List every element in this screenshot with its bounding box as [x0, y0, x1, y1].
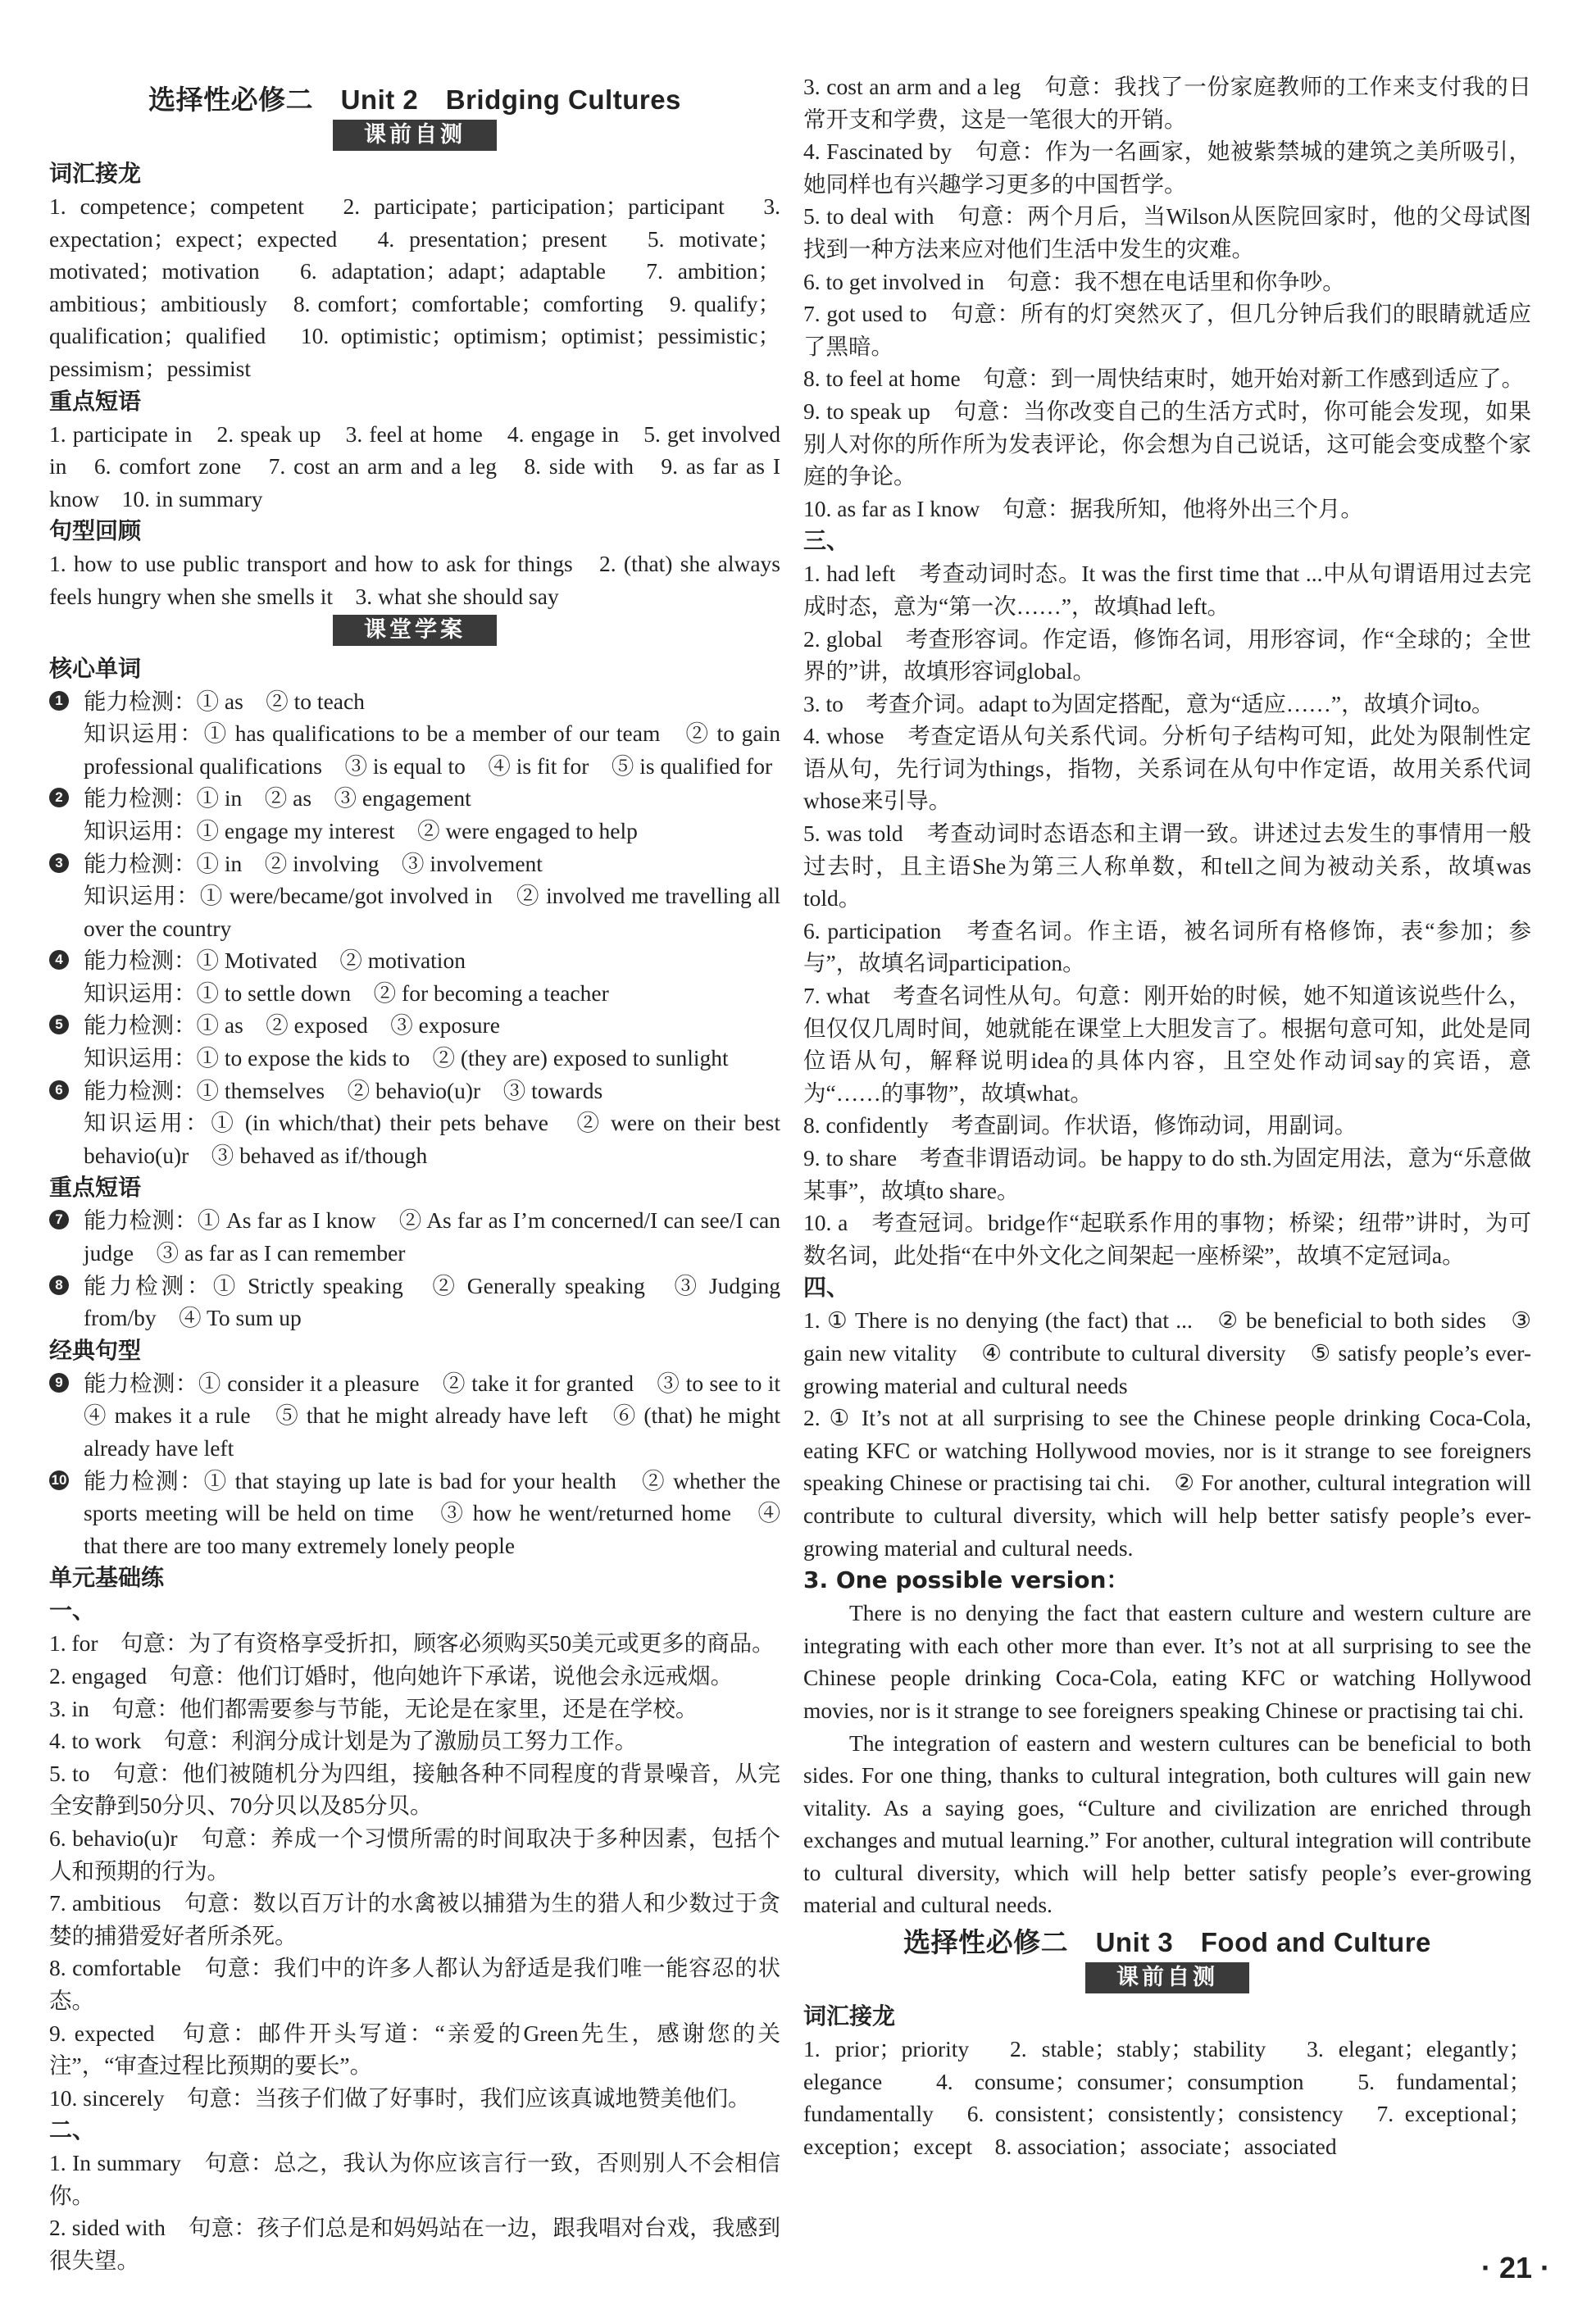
item-number-badge: 6 — [49, 1080, 69, 1100]
answer-paragraph: 1. prior；priority 2. stable；stably；stability 3. elegant；elegantly；elegance 4. consume；consumer；consumption 5. fundamental；fundamentally 6. consistent；consistently；consistency 7. exceptional；exception；except 8. association；associate；associated — [803, 2036, 1531, 2159]
item-line: 能力检测：① themselves ② behavio(u)r ③ towards — [84, 1077, 603, 1103]
section-heading: 重点短语 — [49, 387, 142, 415]
answer-paragraph: 2. ① It’s not at all surprising to see the Chinese people drinking Coca-Cola, eating KFC or watching Hollywood movies, nor is it strange to see foreigners speaking Chinese or practising tai chi. ② For another, cultural integration will contribute to cultural diversity, which will help better satisfy people’s ever-growing material and cultural needs. — [803, 1405, 1531, 1561]
section-heading: 核心单词 — [49, 654, 142, 682]
section-heading: 词汇接龙 — [49, 160, 142, 187]
numbered-item — [49, 1465, 780, 1562]
answer-paragraph: 1. participate in 2. speak up 3. feel at home 4. engage in 5. get involved in 6. comfort zone 7. cost an arm and a leg 8. side with 9. as far as I know 10. in summary — [49, 420, 780, 511]
answer-paragraph: 10. a 考查冠词。bridge作“起联系作用的事物；桥梁；纽带”讲时，为可数名词，此处指“在中外文化之间架起一座桥梁”，故填不定冠词a。 — [803, 1210, 1531, 1268]
essay-paragraph: The integration of eastern and western cultures can be beneficial to both sides. For one thing, thanks to cultural integration, both cultures will gain new vitality. As a saying goes, “Culture and civilization are enriched through exchanges and mutual learning.” For another, cultural integration will contribute to cultural diversity, which will help better satisfy people’s ever-growing material and cultural needs. — [803, 1730, 1531, 1918]
right-column — [803, 70, 1531, 2162]
section-heading: 句型回顾 — [49, 517, 142, 545]
answer-paragraph: 9. to speak up 句意：当你改变自己的生活方式时，你可能会发现，如果别人对你的所作所为发表评论，你会想为自己说话，这可能会变成整个家庭的争论。 — [803, 398, 1531, 489]
item-number-badge: 2 — [49, 788, 69, 807]
item-number-badge: 8 — [49, 1275, 69, 1295]
section-heading: 词汇接龙 — [803, 2002, 896, 2030]
answer-paragraph: 8. confidently 考查副词。作状语，修饰动词，用副词。 — [803, 1112, 1357, 1139]
answer-paragraph: 8. comfortable 句意：我们中的许多人都认为舒适是我们唯一能容忍的状态。 — [49, 1955, 780, 2013]
section-heading: 重点短语 — [49, 1174, 142, 1202]
item-number-badge: 1 — [49, 691, 69, 711]
item-number-badge: 3 — [49, 853, 69, 873]
numbered-item — [49, 1075, 780, 1172]
section-heading: 单元基础练 — [49, 1564, 165, 1592]
answer-paragraph: 1. for 句意：为了有资格享受折扣，顾客必须购买50美元或更多的商品。 — [49, 1630, 775, 1657]
section-heading: 经典句型 — [49, 1336, 142, 1364]
section-heading: 二、 — [49, 2116, 96, 2144]
section-heading: 一、 — [49, 1597, 96, 1625]
item-number-badge: 10 — [49, 1470, 69, 1490]
answer-paragraph: 9. expected 句意：邮件开头写道：“亲爱的Green先生，感谢您的关注”，“审查过程比预期的要长”。 — [49, 2020, 780, 2079]
answer-paragraph: 7. got used to 句意：所有的灯突然灭了，但几分钟后我们的眼睛就适应了黑暗。 — [803, 301, 1531, 359]
answer-paragraph: 9. to share 考查非谓语动词。be happy to do sth.为固定用法，意为“乐意做某事”，故填to share。 — [803, 1145, 1531, 1203]
answer-paragraph: 5. was told 考查动词时态语态和主谓一致。讲述过去发生的事情用一般过去时，且主语She为第三人称单数，和tell之间为被动关系，故填was told。 — [803, 820, 1531, 911]
answer-paragraph: 3. One possible version： — [803, 1566, 1130, 1594]
answer-paragraph: 4. whose 考查定语从句关系代词。分析句子结构可知，此处为限制性定语从句，先行词为things，指物，关系词在从句中作定语，故用关系代词whose来引导。 — [803, 723, 1531, 814]
section-banner: 课前自测 — [1085, 1962, 1249, 1993]
answer-paragraph: 1. competence；competent 2. participate；participation；participant 3. expectation；expect；expected 4. presentation；present 5. motivate；motivated；motivation 6. adaptation；adapt；adaptable 7. ambition；ambitious；ambitiously 8. comfort；comfortable；comforting 9. qualify；qualification；qualified 10. optimistic；optimism；optimist；pessimistic；pessimism；pessimist — [49, 193, 780, 381]
answer-paragraph: 10. as far as I know 句意：据我所知，他将外出三个月。 — [803, 495, 1363, 521]
numbered-item — [49, 1204, 780, 1269]
answer-paragraph: 3. in 句意：他们都需要参与节能，无论是在家里，还是在学校。 — [49, 1695, 698, 1721]
answer-paragraph: 4. Fascinated by 句意：作为一名画家，她被紫禁城的建筑之美所吸引，她同样也有兴趣学习更多的中国哲学。 — [803, 139, 1531, 197]
item-line: 能力检测：① consider it a pleasure ② take it for granted ③ to see to it ④ makes it a rule ⑤ that he might already have left ⑥ (that) he might already have left — [84, 1370, 803, 1461]
answer-paragraph: 1. ① There is no denying (the fact) that ... ② be beneficial to both sides ③ gain new vitality ④ contribute to cultural diversity ⑤ satisfy people’s ever-growing material and cultural needs — [803, 1307, 1531, 1398]
numbered-item — [49, 1270, 780, 1334]
item-number-badge: 4 — [49, 950, 69, 970]
item-number-badge: 9 — [49, 1373, 69, 1393]
item-line: 能力检测：① in ② as ③ engagement — [84, 785, 471, 811]
answer-paragraph: 6. to get involved in 句意：我不想在电话里和你争吵。 — [803, 268, 1345, 294]
item-line: 能力检测：① in ② involving ③ involvement — [84, 850, 543, 876]
item-line: 能力检测：① Motivated ② motivation — [84, 948, 466, 974]
section-heading: 三、 — [803, 527, 850, 555]
answer-paragraph: 7. ambitious 句意：数以百万计的水禽被以捕猎为生的猎人和少数过于贪婪的捕猎爱好者所杀死。 — [49, 1890, 780, 1948]
answer-paragraph: 8. to feel at home 句意：到一周快结束时，她开始对新工作感到适应了。 — [803, 366, 1525, 392]
answer-paragraph: 1. In summary 句意：总之，我认为你应该言行一致，否则别人不会相信你。 — [49, 2150, 780, 2208]
answer-paragraph: 4. to work 句意：利润分成计划是为了激励员工努力工作。 — [49, 1728, 638, 1754]
answer-paragraph: 1. how to use public transport and how to ask for things 2. (that) she always feels hungry when she smells it 3. what she should say — [49, 551, 780, 609]
answer-paragraph: 5. to 句意：他们被随机分为四组，接触各种不同程度的背景噪音，从完全安静到50分贝、70分贝以及85分贝。 — [49, 1760, 780, 1819]
numbered-item — [49, 1367, 803, 1465]
item-line: 能力检测：① Strictly speaking ② Generally speaking ③ Judging from/by ④ To sum up — [84, 1272, 780, 1331]
numbered-item — [49, 685, 780, 783]
item-line: 能力检测：① As far as I know ② As far as I’m concerned/I can see/I can judge ③ as far as I can remember — [84, 1207, 780, 1266]
item-line: 知识运用：① to expose the kids to ② (they are) exposed to sunlight — [84, 1045, 729, 1071]
item-line: 知识运用：① (in which/that) their pets behave ② were on their best behavio(u)r ③ behaved as if/though — [84, 1110, 780, 1168]
unit-title: 选择性必修二 Unit 3 Food and Culture — [903, 1927, 1431, 1958]
item-line: 知识运用：① has qualifications to be a member of our team ② to gain professional qualifications ③ is equal to ④ is fit for ⑤ is qualified for — [84, 720, 780, 779]
answer-paragraph: 1. had left 考查动词时态。It was the first time that ...中从句谓语用过去完成时态，意为“第一次……”，故填had left。 — [803, 561, 1531, 619]
section-heading: 四、 — [803, 1274, 850, 1302]
item-line: 能力检测：① that staying up late is bad for your health ② whether the sports meeting will be held on time ③ how he went/returned home ④ that there are too many extremely lonely people — [84, 1467, 780, 1558]
numbered-item — [49, 944, 780, 1009]
left-column — [49, 79, 803, 2277]
item-number-badge: 5 — [49, 1015, 69, 1034]
item-line: 知识运用：① engage my interest ② were engaged to help — [84, 817, 638, 843]
answer-paragraph: 6. participation 考查名词。作主语，被名词所有格修饰，表“参加；参与”，故填名词participation。 — [803, 917, 1531, 976]
numbered-item — [49, 782, 780, 847]
item-line: 能力检测：① as ② exposed ③ exposure — [84, 1012, 500, 1039]
answer-paragraph: 6. behavio(u)r 句意：养成一个习惯所需的时间取决于多种因素，包括个人和预期的行为。 — [49, 1825, 780, 1884]
section-banner: 课前自测 — [333, 120, 497, 151]
answer-paragraph: 10. sincerely 句意：当孩子们做了好事时，我们应该真诚地赞美他们。 — [49, 2084, 751, 2111]
numbered-item — [49, 848, 780, 945]
item-line: 知识运用：① to settle down ② for becoming a teacher — [84, 980, 609, 1006]
answer-paragraph: 2. engaged 句意：他们订婚时，他向她许下承诺，说他会永远戒烟。 — [49, 1662, 734, 1689]
item-line: 能力检测：① as ② to teach — [84, 688, 365, 714]
essay-paragraph: There is no denying the fact that eastern culture and western culture are integrating with each other more than ever. It’s not at all surprising to see the Chinese people drinking Coca-Cola, eating KFC or watching Hollywood movies, nor is it strange to see foreigners speaking Chinese or practising tai chi. — [803, 1600, 1531, 1723]
answer-paragraph: 5. to deal with 句意：两个月后，当Wilson从医院回家时，他的父母试图找到一种方法来应对他们生活中发生的灾难。 — [803, 203, 1531, 261]
numbered-item — [49, 1009, 780, 1074]
section-banner: 课堂学案 — [333, 615, 497, 646]
answer-paragraph: 7. what 考查名词性从句。句意：刚开始的时候，她不知道该说些什么，但仅仅几周时间，她就能在课堂上大胆发言了。根据句意可知，此处是同位语从句，解释说明idea的具体内容，且空处作动词say的宾语，意为“……的事物”，故填what。 — [803, 983, 1532, 1106]
answer-paragraph: 2. global 考查形容词。作定语，修饰名词，用形容词，作“全球的；全世界的”讲，故填形容词global。 — [803, 625, 1531, 684]
answer-paragraph: 2. sided with 句意：孩子们总是和妈妈站在一边，跟我唱对台戏，我感到很失望。 — [49, 2215, 780, 2274]
item-line: 知识运用：① were/became/got involved in ② involved me travelling all over the country — [84, 883, 780, 941]
page-number: · 21 · — [1480, 2251, 1550, 2284]
answer-paragraph: 3. cost an arm and a leg 句意：我找了一份家庭教师的工作来支付我的日常开支和学费，这是一笔很大的开销。 — [803, 74, 1531, 132]
answer-paragraph: 3. to 考查介词。adapt to为固定搭配，意为“适应……”，故填介词to。 — [803, 690, 1494, 716]
unit-title: 选择性必修二 Unit 2 Bridging Cultures — [148, 84, 681, 115]
item-number-badge: 7 — [49, 1210, 69, 1230]
